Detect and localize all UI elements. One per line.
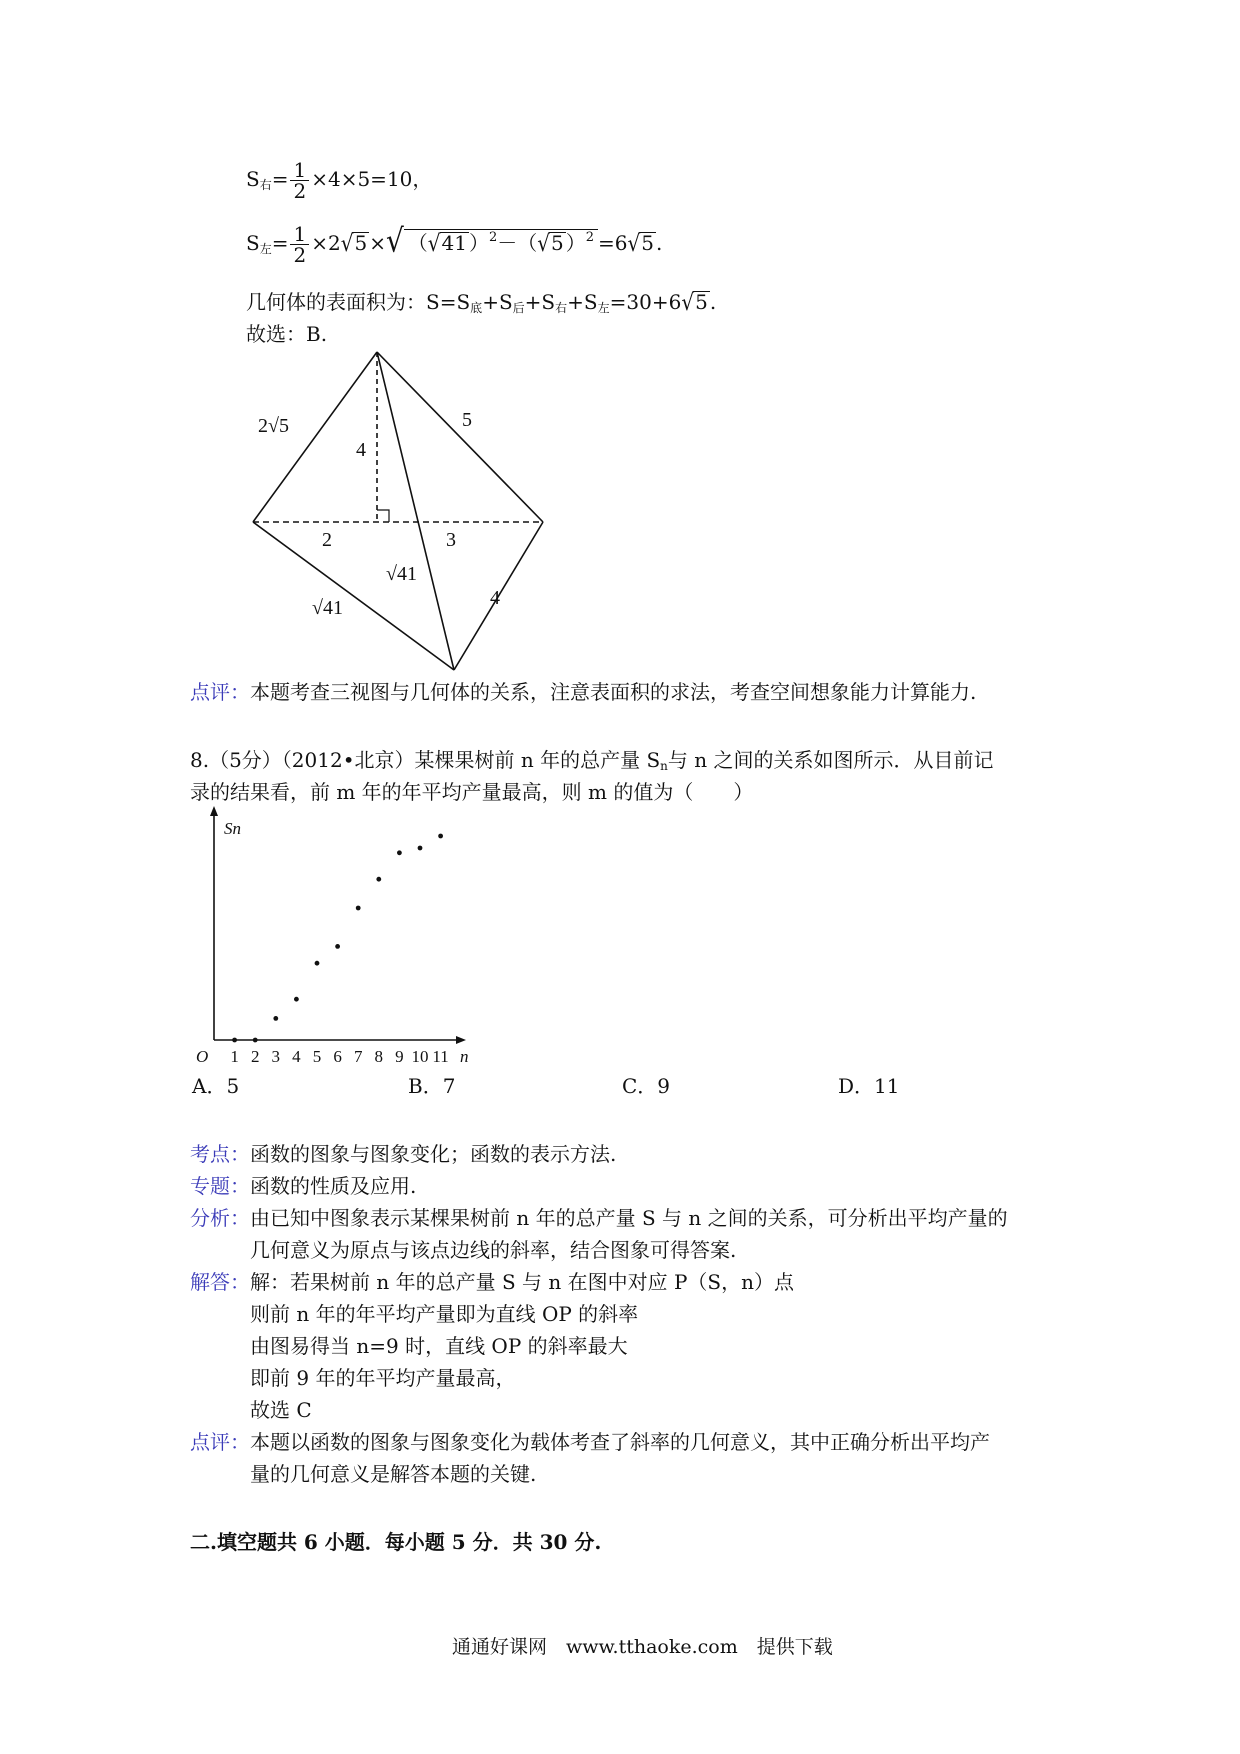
data-point — [397, 850, 402, 855]
x-axis-label: n — [460, 1047, 469, 1062]
data-point — [315, 961, 320, 966]
section-2-heading: 二.填空题共 6 小题．每小题 5 分．共 30 分. — [190, 1530, 602, 1554]
x-tick-label: 4 — [292, 1047, 301, 1062]
tetrahedron-figure — [240, 340, 560, 680]
option-a: A．5 — [192, 1074, 240, 1098]
jieda-line2: 则前 n 年的年平均产量即为直线 OP 的斜率 — [250, 1302, 639, 1326]
x-tick-label: 7 — [353, 1047, 363, 1062]
label-base-right: 3 — [446, 529, 456, 551]
label-top-right: 5 — [462, 409, 472, 431]
label-top-left: 2√5 — [258, 415, 289, 437]
x-tick-label: 1 — [230, 1047, 239, 1062]
label-height: 4 — [356, 439, 366, 461]
fenxi: 分析：由已知中图象表示某棵果树前 n 年的总产量 S 与 n 之间的关系，可分析出平均产量的 — [190, 1206, 1008, 1230]
label-center-edge: √41 — [386, 563, 417, 585]
data-point — [438, 834, 443, 839]
y-axis-label: Sn — [224, 819, 241, 838]
origin-label: O — [196, 1047, 209, 1062]
dianping: 点评：本题以函数的图象与图象变化为载体考查了斜率的几何意义，其中正确分析出平均产 — [190, 1430, 990, 1454]
label-base-left: 2 — [322, 529, 332, 551]
data-point — [294, 997, 299, 1002]
data-point — [376, 877, 381, 882]
zhuanti: 专题：函数的性质及应用. — [190, 1174, 417, 1198]
data-point — [356, 906, 361, 911]
jieda-line3: 由图易得当 n=9 时，直线 OP 的斜率最大 — [250, 1334, 628, 1358]
x-tick-label: 10 — [411, 1047, 429, 1062]
x-tick-label: 3 — [271, 1047, 281, 1062]
question-8-line1: 8.（5分）（2012•北京）某棵果树前 n 年的总产量 $S_n$与 n 之间的关系如图所示．从目前记 — [190, 748, 994, 773]
sn-chart — [190, 800, 510, 1062]
x-tick-label: 11 — [432, 1047, 449, 1062]
x-tick-label: 8 — [374, 1047, 384, 1062]
radical-body: （√41 ）$^2$－（√5 ）$^2$ — [404, 229, 598, 256]
data-point — [232, 1038, 237, 1043]
formula-s-right: $S_右=$ $\frac{1}{2}$ ×4×5=10， — [246, 158, 433, 203]
data-point — [335, 944, 340, 949]
surface-area-line: 几何体的表面积为：$S=S_底+S_后+S_右+S_左=30+6√5$ . — [246, 288, 717, 316]
x-tick-label: 2 — [250, 1047, 260, 1062]
label-bottom-left: √41 — [312, 597, 343, 619]
jieda: 解答：解：若果树前 n 年的总产量 S 与 n 在图中对应 P（S，n）点 — [190, 1270, 795, 1294]
fraction: $\frac{1}{2}$ — [290, 224, 309, 265]
x-tick-label: 9 — [395, 1047, 404, 1062]
data-point — [253, 1038, 258, 1043]
label-bottom-right: 4 — [490, 587, 500, 609]
formula-s-left: $S_左=$ $\frac{1}{2}$ ×2√5 ×√ （√41 ）$^2$－（√5 ）$^2$ =6√5 . — [246, 221, 663, 267]
kaodian: 考点：函数的图象与图象变化；函数的表示方法. — [190, 1142, 617, 1166]
option-c: C．9 — [622, 1074, 671, 1098]
x-tick-label: 6 — [333, 1047, 342, 1062]
right-angle-mark — [377, 510, 389, 522]
x-axis-arrow — [456, 1036, 466, 1044]
edge-top-right — [377, 352, 543, 522]
comment-1: 点评：本题考查三视图与几何体的关系，注意表面积的求法，考查空间想象能力计算能力. — [190, 680, 977, 704]
option-d: D．11 — [838, 1074, 900, 1098]
answer-b: 故选：B. — [246, 322, 328, 346]
question-8-line2: 录的结果看，前 m 年的年平均产量最高，则 m 的值为（ ） — [190, 780, 754, 804]
dianping-line2: 量的几何意义是解答本题的关键. — [250, 1462, 537, 1486]
jieda-line5: 故选 C — [250, 1398, 312, 1422]
footer: 通通好课网 www.tthaoke.com 提供下载 — [452, 1636, 833, 1658]
jieda-line4: 即前 9 年的年平均产量最高， — [250, 1366, 516, 1390]
fenxi-line2: 几何意义为原点与该点边线的斜率，结合图象可得答案. — [250, 1238, 737, 1262]
edge-top-left — [253, 352, 377, 522]
y-axis-arrow — [210, 806, 218, 816]
x-tick-label: 5 — [312, 1047, 322, 1062]
option-b: B．7 — [408, 1074, 456, 1098]
fraction: $\frac{1}{2}$ — [290, 160, 309, 201]
data-point — [418, 846, 423, 851]
data-point — [273, 1016, 278, 1021]
